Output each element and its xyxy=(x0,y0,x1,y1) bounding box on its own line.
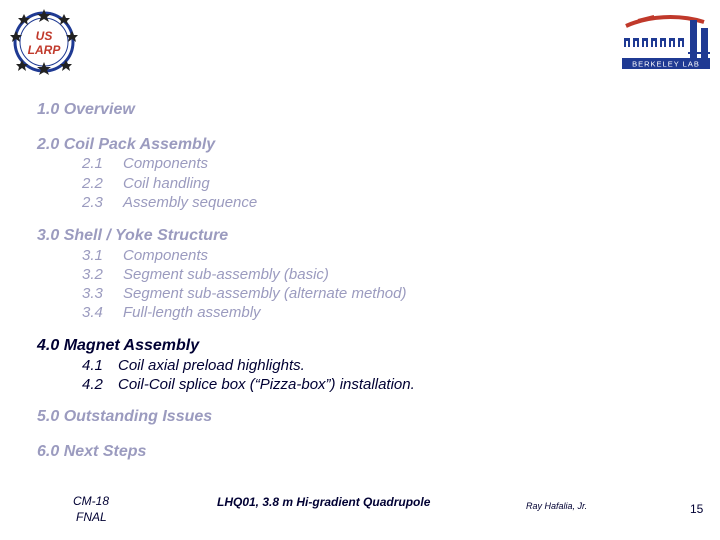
outline-item-3-4 xyxy=(82,304,261,321)
us-larp-logo xyxy=(10,8,78,76)
outline-section-5: 5.0 Outstanding Issues xyxy=(37,408,213,425)
berkeley-lab-text: BERKELEY LAB xyxy=(632,59,700,69)
outline-item-2-2 xyxy=(82,175,210,192)
footer-author: Ray Hafalia, Jr. xyxy=(526,501,588,511)
logo-us-text: US xyxy=(35,29,53,43)
outline-item-num: 3.1 xyxy=(82,247,103,264)
page-number: 15 xyxy=(690,502,704,516)
outline-item-3-1 xyxy=(82,247,208,264)
outline-item-text: Coil axial preload highlights. xyxy=(118,357,305,374)
footer-meeting: CM-18 xyxy=(73,494,110,508)
outline-item-text: Assembly sequence xyxy=(123,194,258,211)
outline-item-text: Components xyxy=(123,247,209,264)
berkeley-lab-logo-icon xyxy=(618,8,714,70)
outline-item-text: Full-length assembly xyxy=(123,304,261,321)
outline-section-6: 6.0 Next Steps xyxy=(37,443,147,460)
outline-section-1: 1.0 Overview xyxy=(37,101,135,118)
outline-item-num: 3.3 xyxy=(82,285,103,302)
outline-item-num: 4.2 xyxy=(82,376,103,393)
berkeley-lab-logo xyxy=(618,8,714,70)
outline-item-text: Segment sub-assembly (basic) xyxy=(123,266,329,283)
outline-item-num: 3.2 xyxy=(82,266,103,283)
outline-item-text: Coil-Coil splice box (“Pizza-box”) installation. xyxy=(118,376,415,393)
outline-item-num: 2.3 xyxy=(82,194,103,211)
outline-section-3: 3.0 Shell / Yoke Structure xyxy=(37,227,229,244)
outline-item-text: Components xyxy=(123,155,209,172)
outline-item-num: 2.1 xyxy=(82,155,103,172)
outline-section-2: 2.0 Coil Pack Assembly xyxy=(37,136,216,153)
us-larp-logo-icon xyxy=(10,8,78,76)
outline-section-4: 4.0 Magnet Assembly xyxy=(37,337,200,354)
outline-item-num: 4.1 xyxy=(82,357,103,374)
outline-item-3-2 xyxy=(82,266,329,283)
outline-item-3-3 xyxy=(82,285,406,302)
outline-item-2-1 xyxy=(82,155,208,172)
outline-item-text: Segment sub-assembly (alternate method) xyxy=(123,285,407,302)
footer-location: FNAL xyxy=(76,510,107,524)
outline-item-text: Coil handling xyxy=(123,175,210,192)
outline-item-4-2 xyxy=(82,376,415,393)
outline-item-num: 2.2 xyxy=(82,175,103,192)
logo-larp-text: LARP xyxy=(27,43,61,57)
outline-item-4-1 xyxy=(82,357,305,374)
footer-title: LHQ01, 3.8 m Hi-gradient Quadrupole xyxy=(217,495,431,509)
outline-item-2-3 xyxy=(82,194,257,211)
outline-item-num: 3.4 xyxy=(82,304,103,321)
